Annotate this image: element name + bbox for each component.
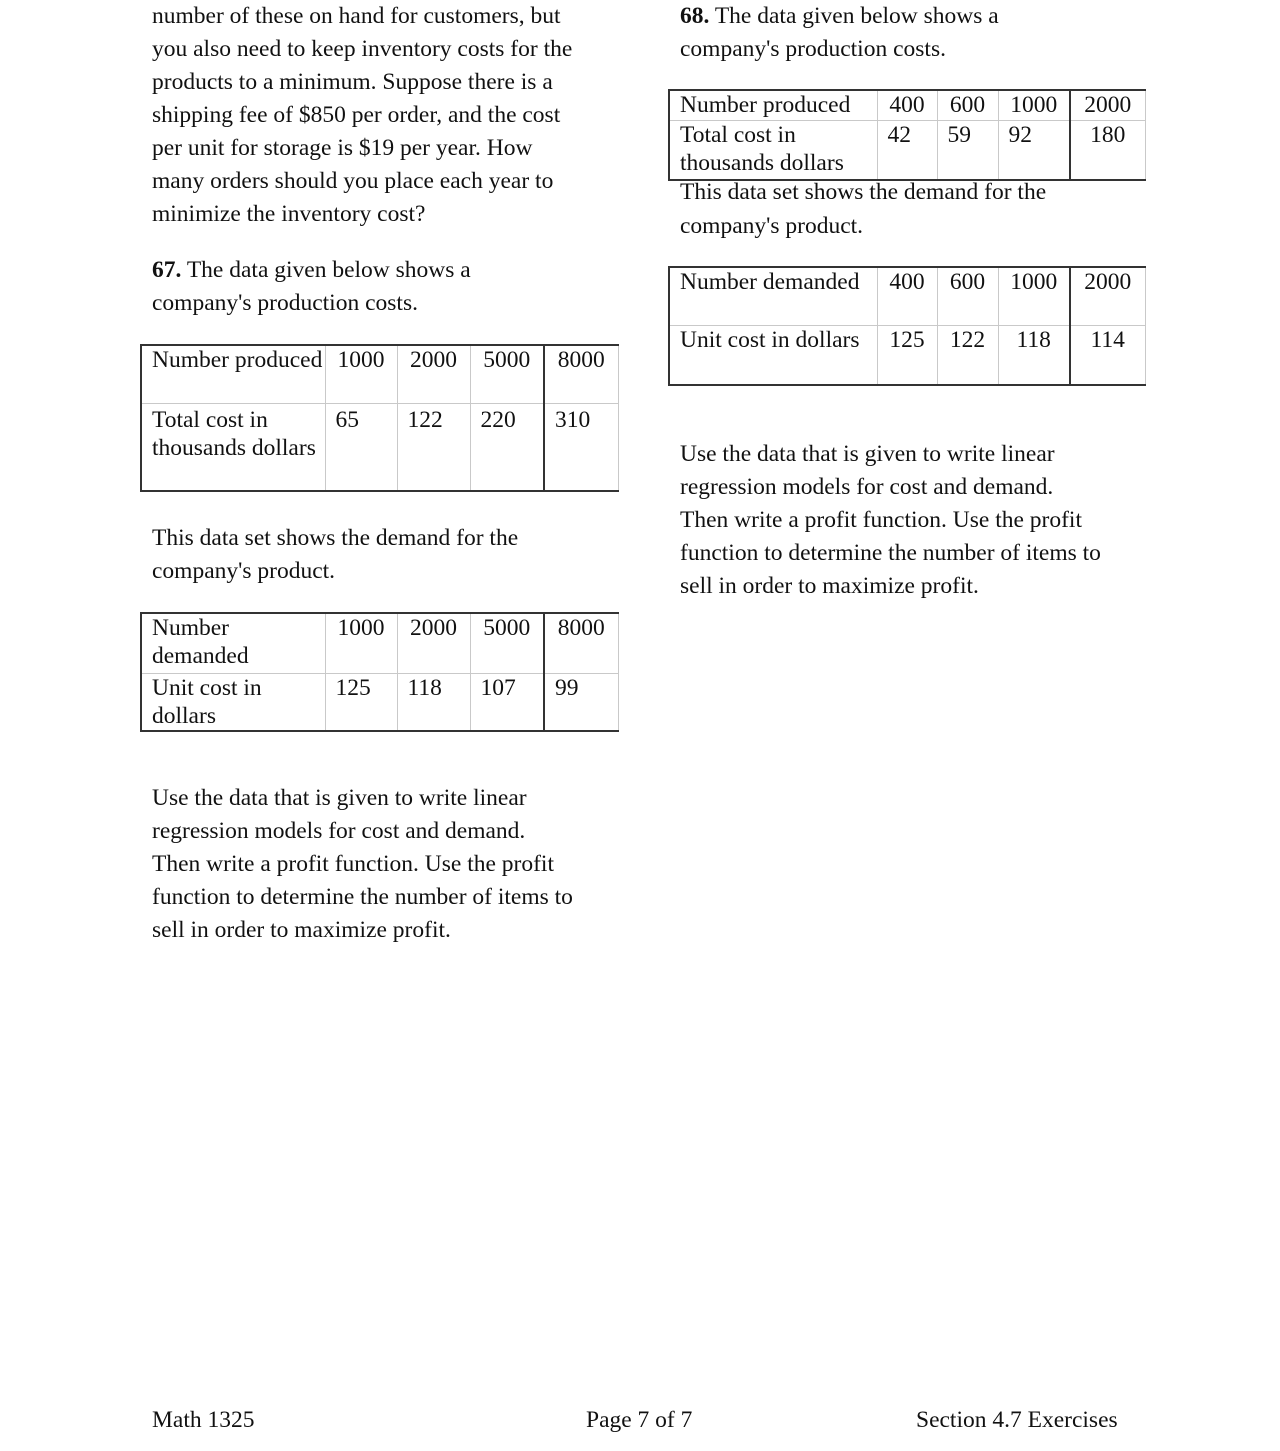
table-cell: 220 [470, 403, 544, 491]
text-line: Then write a profit function. Use the profit [680, 507, 1082, 533]
table-cell: 600 [937, 267, 998, 325]
text-line: This data set shows the demand for the [152, 525, 519, 551]
text-line: Then write a profit function. Use the profit [152, 851, 554, 877]
table-cell: Total cost in thousands dollars [669, 120, 877, 180]
problem-68-instructions [680, 438, 1150, 603]
table-cell: Number demanded [669, 267, 877, 325]
table-cell: 2000 [1070, 90, 1145, 120]
text-line: company's production costs. [680, 36, 946, 62]
table-cell: 107 [470, 673, 544, 731]
table-cell: 114 [1070, 325, 1145, 385]
table-cell: Total cost in thousands dollars [141, 403, 325, 491]
text-line: company's production costs. [152, 290, 418, 316]
text-line: number of these on hand for customers, but [152, 3, 561, 29]
text-line: per unit for storage is $19 per year. How [152, 135, 533, 161]
text-line: This data set shows the demand for the [680, 179, 1047, 205]
text-line: Use the data that is given to write linear [680, 441, 1055, 467]
table-cell: 5000 [470, 613, 544, 673]
table-cell: 2000 [397, 613, 470, 673]
footer-course: Math 1325 [152, 1407, 255, 1433]
text-line: regression models for cost and demand. [680, 474, 1054, 500]
table-cell: 5000 [470, 345, 544, 403]
problem-68-demand-table [668, 266, 1146, 386]
footer-section: Section 4.7 Exercises [916, 1407, 1118, 1433]
table-cell: 1000 [998, 90, 1070, 120]
table-cell: Unit cost in dollars [669, 325, 877, 385]
table-cell: 8000 [544, 345, 618, 403]
text-line: you also need to keep inventory costs for the [152, 36, 573, 62]
text-line: company's product. [680, 213, 864, 239]
table-cell: 125 [325, 673, 397, 731]
table-cell: Number produced [141, 345, 325, 403]
text-line: regression models for cost and demand. [152, 818, 526, 844]
problem-67-heading [152, 254, 622, 320]
text-line: minimize the inventory cost? [152, 201, 426, 227]
table-cell: 122 [397, 403, 470, 491]
text-line: function to determine the number of items to [152, 884, 573, 910]
table-cell: 400 [877, 267, 937, 325]
table-cell: 8000 [544, 613, 618, 673]
text-line: Use the data that is given to write linear [152, 785, 527, 811]
problem-number: 68. [680, 3, 710, 29]
text-line: shipping fee of $850 per order, and the cost [152, 102, 561, 128]
table-cell: Number produced [669, 90, 877, 120]
text-line: sell in order to maximize profit. [680, 573, 979, 599]
table-cell: 310 [544, 403, 618, 491]
problem-67-demand-intro [152, 522, 622, 588]
table-cell: 99 [544, 673, 618, 731]
problem-68-cost-table [668, 89, 1146, 181]
table-cell: 118 [397, 673, 470, 731]
text-line: sell in order to maximize profit. [152, 917, 451, 943]
table-cell: 600 [937, 90, 998, 120]
problem-67-instructions [152, 782, 622, 947]
table-cell: 2000 [1070, 267, 1145, 325]
problem-68-heading [680, 0, 1150, 66]
left-intro-paragraph [152, 0, 622, 231]
table-cell: 125 [877, 325, 937, 385]
problem-number: 67. [152, 257, 182, 283]
text-line: The data given below shows a [714, 3, 999, 29]
table-cell: 92 [998, 120, 1070, 180]
problem-68-demand-intro [680, 176, 1150, 243]
table-cell: 118 [998, 325, 1070, 385]
footer-page-number: Page 7 of 7 [586, 1407, 693, 1433]
table-cell: 180 [1070, 120, 1145, 180]
text-line: company's product. [152, 558, 336, 584]
table-cell: Unit cost in dollars [141, 673, 325, 731]
table-cell: Number demanded [141, 613, 325, 673]
text-line: many orders should you place each year to [152, 168, 554, 194]
text-line: function to determine the number of items to [680, 540, 1101, 566]
problem-67-cost-table [140, 344, 619, 492]
table-cell: 42 [877, 120, 937, 180]
text-line: products to a minimum. Suppose there is a [152, 69, 553, 95]
table-cell: 1000 [998, 267, 1070, 325]
table-cell: 59 [937, 120, 998, 180]
text-line: The data given below shows a [186, 257, 471, 283]
table-cell: 122 [937, 325, 998, 385]
table-cell: 1000 [325, 345, 397, 403]
table-cell: 400 [877, 90, 937, 120]
table-cell: 65 [325, 403, 397, 491]
problem-67-demand-table [140, 612, 619, 732]
table-cell: 2000 [397, 345, 470, 403]
table-cell: 1000 [325, 613, 397, 673]
